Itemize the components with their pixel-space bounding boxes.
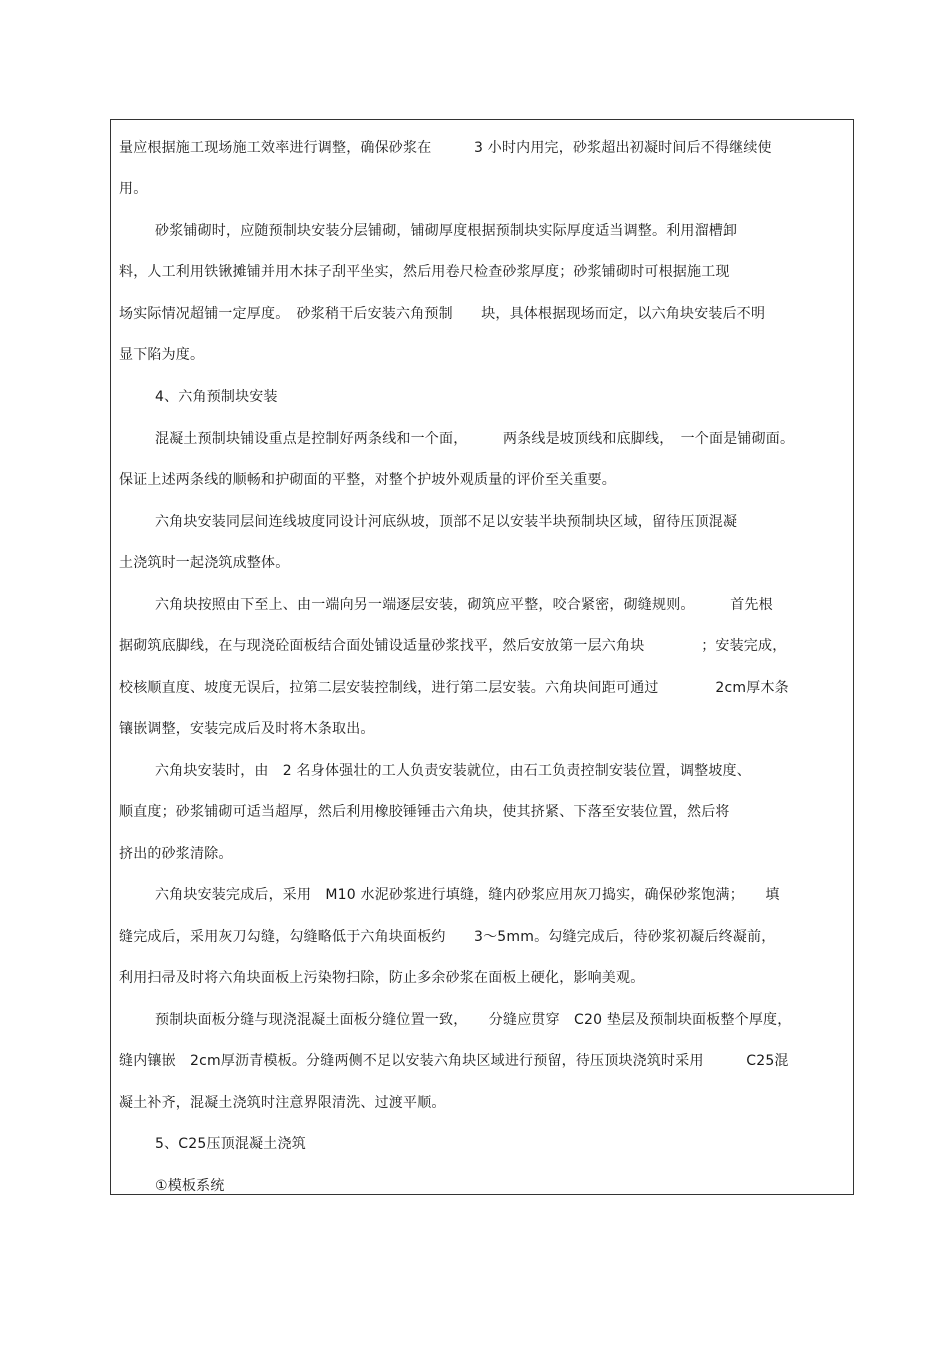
- text-line: 六角块安装完成后，采用 M10 水泥砂浆进行填缝，缝内砂浆应用灰刀捣实，确保砂浆饱满； 填: [155, 887, 780, 903]
- text-line: 凝土补齐，混凝土浇筑时注意界限清洗、过渡平顺。: [119, 1095, 446, 1111]
- text-line: 预制块面板分缝与现浇混凝土面板分缝位置一致， 分缝应贯穿 C20 垫层及预制块面板整个厚度，: [155, 1012, 792, 1028]
- text-line: 用。: [119, 181, 148, 197]
- text-line: 利用扫帚及时将六角块面板上污染物扫除，防止多余砂浆在面板上硬化，影响美观。: [119, 970, 645, 986]
- subsection-heading: ①模板系统: [155, 1178, 225, 1194]
- text-line: 顺直度；砂浆铺砌可适当超厚，然后利用橡胶锤锤击六角块，使其挤紧、下落至安装位置，然后将: [119, 804, 730, 820]
- text-line: 量应根据施工现场施工效率进行调整，确保砂浆在 3 小时内用完，砂浆超出初凝时间后不得继续使: [119, 140, 772, 156]
- text-line: 土浇筑时一起浇筑成整体。: [119, 555, 290, 571]
- text-line: 混凝土预制块铺设重点是控制好两条线和一个面， 两条线是坡顶线和底脚线， 一个面是铺砌面。: [155, 431, 795, 447]
- text-line: 六角块安装同层间连线坡度同设计河底纵坡，顶部不足以安装半块预制块区域，留待压顶混凝: [155, 514, 738, 530]
- text-line: 料，人工利用铁锹摊铺并用木抹子刮平坐实，然后用卷尺检查砂浆厚度；砂浆铺砌时可根据施工现: [119, 264, 730, 280]
- text-line: 六角块安装时，由 2 名身体强壮的工人负责安装就位，由石工负责控制安装位置，调整坡度、: [155, 763, 751, 779]
- text-line: 显下陷为度。: [119, 347, 205, 363]
- text-line: 镶嵌调整，安装完成后及时将木条取出。: [119, 721, 375, 737]
- text-line: 砂浆铺砌时，应随预制块安装分层铺砌，铺砌厚度根据预制块实际厚度适当调整。利用溜槽卸: [155, 223, 738, 239]
- text-line: 挤出的砂浆清除。: [119, 846, 233, 862]
- text-line: 场实际情况超铺一定厚度。 砂浆稍干后安装六角预制 块，具体根据现场而定，以六角块安装后不明: [119, 306, 766, 322]
- text-line: 保证上述两条线的顺畅和护砌面的平整，对整个护坡外观质量的评价至关重要。: [119, 472, 616, 488]
- text-line: 据砌筑底脚线，在与现浇砼面板结合面处铺设适量砂浆找平，然后安放第一层六角块 ；安装完成，: [119, 638, 787, 654]
- section-heading: 4、六角预制块安装: [155, 389, 278, 405]
- section-heading: 5、C25压顶混凝土浇筑: [155, 1136, 306, 1152]
- text-line: 缝完成后，采用灰刀勾缝，勾缝略低于六角块面板约 3～5mm。勾缝完成后，待砂浆初凝后终凝前，: [119, 929, 776, 945]
- text-line: 校核顺直度、坡度无误后，拉第二层安装控制线，进行第二层安装。六角块间距可通过 2cm厚木条: [119, 680, 789, 696]
- text-line: 六角块按照由下至上、由一端向另一端逐层安装，砌筑应平整，咬合紧密，砌缝规则。 首先根: [155, 597, 773, 613]
- text-line: 缝内镶嵌 2cm厚沥青模板。分缝两侧不足以安装六角块区域进行预留，待压顶块浇筑时采用 C25混: [119, 1053, 789, 1069]
